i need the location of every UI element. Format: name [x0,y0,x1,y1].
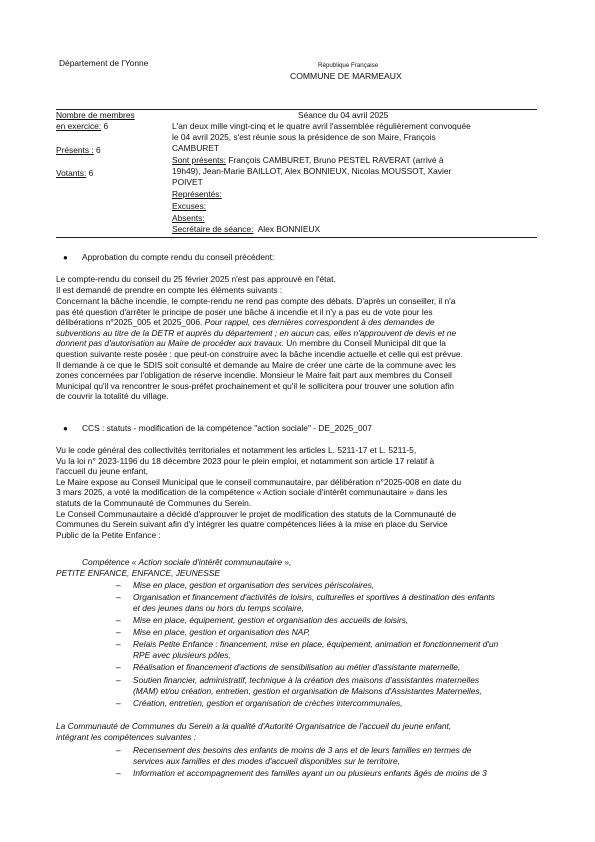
p3-line-3-text: délibérations n°2025_005 et 2025_006. [56,317,203,328]
competence-subtitle: PETITE ENFANCE, ENFANCE, JEUNESSE [56,568,220,578]
item-2 [133,592,539,613]
item2-1 [133,745,539,766]
p3-more-1: question suivante reste posée : que peut-on construire avec la bâche incendie actuelle et celle qui est prévue. [56,348,463,359]
present-row [56,145,101,156]
s2-line-8: Communes du Serein suivant afin d'y intégrer les quatre compétences liées à la mise en place du Service [56,519,448,530]
item-5-line-1: Relais Petite Enfance : financement, mise en place, équipement, animation et fonctionnement d'un [133,639,499,649]
s2-line-7: Le Conseil Communautaire a décidé d'approuver le projet de modification des statuts de la Communauté de [56,508,457,519]
intro-line-3: CAMBURET [172,143,219,153]
present-count-label: Présents : [56,145,94,155]
session-title: Séance du 04 avril 2025 [298,110,389,120]
p3-italic-line-2: donnent pas d'autorisation au Maire de procéder aux travaux. [56,338,284,349]
p3-tail: Un membre du Conseil Municipal dit que la [286,338,446,349]
p3-mixed-line [56,338,539,349]
p3-more-2: Il demande à ce que le SDIS soit consulté et demande au Maire de créer une carte de la commune avec les [56,359,456,370]
members-row [56,121,108,132]
absent-label: Absents: [172,213,205,223]
present-line-1 [172,155,444,166]
item-5-line-2: RPE avec plusieurs pôles, [133,649,231,660]
box-bottom-rule [56,237,537,238]
dash-4: – [116,627,121,637]
s2-line-6: statuts de la Communauté de Communes du Serein. [56,497,252,508]
p3-more-3: zones concernées par l'obligation de réserve incendie. Monsieur le Maire fait part aux membres du Conseil [56,370,452,381]
excused-label: Excuses: [172,201,206,211]
secretary-label: Secrétaire de séance: [172,224,254,234]
present-names-1: François CAMBURET, Bruno PESTEL RAVERAT (arrivé à [228,155,444,165]
dash-5: – [116,639,121,649]
item-8: Création, entretien, gestion et organisation de crèches intercommunales, [133,698,403,708]
intro-line-2: le 04 avril 2025, s'est réunie sous la présidence de son Maire, François [172,132,436,142]
dash-2: – [116,592,121,602]
s2-line-3: l'accueil du jeune enfant, [56,466,148,477]
votes-value: 6 [88,168,94,178]
item2-1-line-1: Recensement des besoins des enfants de moins de 3 ans et de leurs familles en termes de [133,745,472,755]
competence-title: Compétence « Action sociale d'intérêt communautaire », [82,557,292,567]
dash-1: – [116,580,121,590]
votes-label: Votants: [56,168,87,178]
p3-italic-tail: Pour rappel, ces dernières correspondent à des demandes de [204,317,435,328]
item-2-line-2: et des jeunes dans ou hors du temps scolaire, [133,602,304,613]
dash-6: – [116,662,121,672]
section1-title: Approbation du compte rendu du conseil précédent: [82,252,275,262]
intro-line-1: L'an deux mille vingt-cinq et le quatre avril l'assemblée régulièrement convoquée [172,121,471,131]
closing-line-2: intégrant les compétences suivantes : [56,731,197,742]
item-7-line-1: Soutien financier, administratif, technique à la création des maisons d'assistantes maternelles [133,675,480,685]
secretary-value: Alex BONNIEUX [257,224,321,234]
section1-p3 [56,296,539,402]
secretary-line [172,224,320,235]
p3-line-2: pas été question d'arrêter le principe de poser une bâche à incendie et il n'y a pas eu de vote pour les [56,306,433,317]
present-count-value: 6 [96,145,101,155]
dash-10: – [116,768,121,778]
dash-7: – [116,675,121,685]
represented-label: Représentés: [172,189,222,199]
item-7-line-2: (MAM) et/ou création, entretien, gestion et organisation de Maisons d'Assistantes Maternelles, [133,685,482,696]
item-1: Mise en place, gestion et organisation des services périscolaires, [133,580,375,590]
item-3: Mise en place, équipement, gestion et organisation des accueils de loisirs, [133,615,409,625]
item2-2: Information et accompagnement des familles ayant un ou plusieurs enfants âgés de moins de 3 [133,768,487,778]
item-7 [133,675,539,696]
item-4: Mise en place, gestion et organisation des NAP, [133,627,311,637]
present-label: Sont présents: [172,155,227,165]
p3-italic-line-1: subventions au titre de la DETR et auprès du département ; en aucun cas, elles n'approuvent de devis et ne [56,327,457,338]
section2-body [56,445,539,540]
dash-3: – [116,615,121,625]
s2-line-9: Public de la Petite Enfance : [56,529,161,540]
closing-line-1: La Communauté de Communes du Serein a la qualité d'Autorité Organisatrice de l'accueil du jeune enfant, [56,721,452,731]
p3-more-5: de couvrir la totalité du village. [56,391,169,402]
section1-bullet: ● [63,253,68,262]
present-line-2: 19h49), Jean-Marie BAILLOT, Alex BONNIEUX, Nicolas MOUSSOT, Xavier [172,166,452,176]
closing-paragraph [56,721,539,742]
dash-8: – [116,698,121,708]
section2-bullet: ● [63,424,68,433]
s2-line-1: Vu le code général des collectivités territoriales et notamment les articles L. 5211-17 et L. 5211-5, [56,445,417,455]
votes-row [56,168,93,179]
item-6: Réalisation et financement d'actions de sensibilisation au métier d'assistante maternelle, [133,662,461,672]
p3-line-3 [56,317,539,328]
s2-line-4: Le Maire expose au Conseil Municipal que le conseil communautaire, par délibération n°2025-008 en date du [56,476,462,487]
section1-p1: Le compte-rendu du conseil du 25 février 2025 n'est pas approuvé en l'état. [56,274,336,284]
item-5 [133,639,539,660]
item2-1-line-2: services aux familles et des modes d'accueil disponibles sur le territoire, [133,755,400,766]
section1-p2: Il est demandé de prendre en compte les éléments suivants : [56,285,283,295]
item-2-line-1: Organisation et financement d'activités de loisirs, culturelles et sportives à destination des enfants [133,592,495,602]
section2-title: CCS : statuts - modification de la compétence "action sociale" - DE_2025_007 [82,423,372,433]
members-label-1: Nombre de membres [56,110,135,120]
commune-title: COMMUNE DE MARMEAUX [290,71,402,81]
members-label-2: en exercice: [56,121,102,131]
dash-9: – [116,745,121,755]
s2-line-2: Vu la loi n° 2023-1196 du 18 décembre 2023 pour le plein emploi, et notamment son article 17 relatif à [56,455,435,466]
s2-line-5: 3 mars 2025, a voté la modification de la compétence « Action sociale d'intérêt communautaire » dans les [56,487,448,498]
members-value: 6 [103,121,109,131]
republic-label: République Française [318,62,379,69]
department-label: Département de l'Yonne [59,58,149,68]
p3-line-1: Concernant la bâche incendie, le compte-rendu ne rend pas compte des débats. D'après un conseiller, il n'a [56,296,456,306]
p3-more-4: Municipal qu'il va rencontrer le sous-préfet prochainement et qu'il le sollicitera pour trouver une solution afin [56,380,454,391]
present-line-3: POIVET [172,177,203,187]
